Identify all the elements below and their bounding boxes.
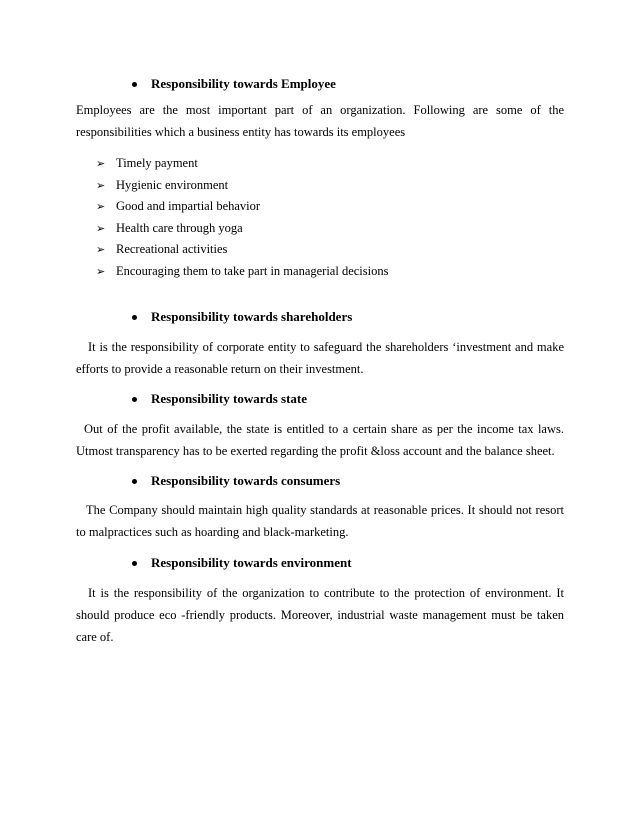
- arrow-bullet-icon: ➢: [96, 158, 106, 171]
- paragraph-shareholders: It is the responsibility of corporate entity to safeguard the shareholders ‘investment and make efforts to provide a reasonable return on their investment.: [76, 340, 564, 376]
- bullet-icon: [132, 397, 137, 402]
- arrow-bullet-icon: ➢: [96, 222, 106, 235]
- bullet-icon: [132, 82, 137, 87]
- bullet-icon: [132, 315, 137, 320]
- bullet-icon: [132, 561, 137, 566]
- arrow-bullet-icon: ➢: [96, 244, 106, 257]
- heading-state: [132, 391, 307, 407]
- list-item: ➢ Recreational activities: [96, 242, 228, 257]
- paragraph-consumers: The Company should maintain high quality standards at reasonable prices. It should not resort to malpractices such as hoarding and black-marketing.: [76, 503, 564, 539]
- heading-consumers: [132, 473, 340, 489]
- paragraph-environment: It is the responsibility of the organization to contribute to the protection of environment. It should produce eco -friendly products. Moreover, industrial waste management must be taken care of.: [76, 586, 564, 644]
- bullet-icon: [132, 479, 137, 484]
- heading-environment-text: Responsibility towards environment: [151, 555, 352, 570]
- list-item: ➢ Timely payment: [96, 156, 198, 171]
- heading-employee-text: Responsibility towards Employee: [151, 76, 336, 91]
- arrow-bullet-icon: ➢: [96, 179, 106, 192]
- heading-environment: [132, 555, 352, 571]
- list-item: ➢ Good and impartial behavior: [96, 199, 261, 214]
- arrow-bullet-icon: ➢: [96, 201, 106, 214]
- heading-consumers-text: Responsibility towards consumers: [151, 473, 341, 488]
- heading-shareholders: [132, 309, 352, 325]
- paragraph-employee: Employees are the most important part of an organization. Following are some of the responsibilities which a business entity has towards its employees: [76, 103, 564, 139]
- list-item: ➢ Hygienic environment: [96, 177, 229, 192]
- list-item: ➢ Health care through yoga: [96, 220, 243, 235]
- arrow-bullet-icon: ➢: [96, 265, 106, 278]
- heading-employee: [132, 76, 336, 92]
- list-item: ➢ Encouraging them to take part in managerial decisions: [96, 263, 389, 278]
- heading-state-text: Responsibility towards state: [151, 391, 308, 406]
- paragraph-state: Out of the profit available, the state is entitled to a certain share as per the income tax laws. Utmost transparency has to be exerted regarding the profit &loss account and the balance sheet.: [76, 422, 564, 458]
- employee-responsibilities-list: [96, 153, 388, 282]
- heading-shareholders-text: Responsibility towards shareholders: [151, 309, 353, 324]
